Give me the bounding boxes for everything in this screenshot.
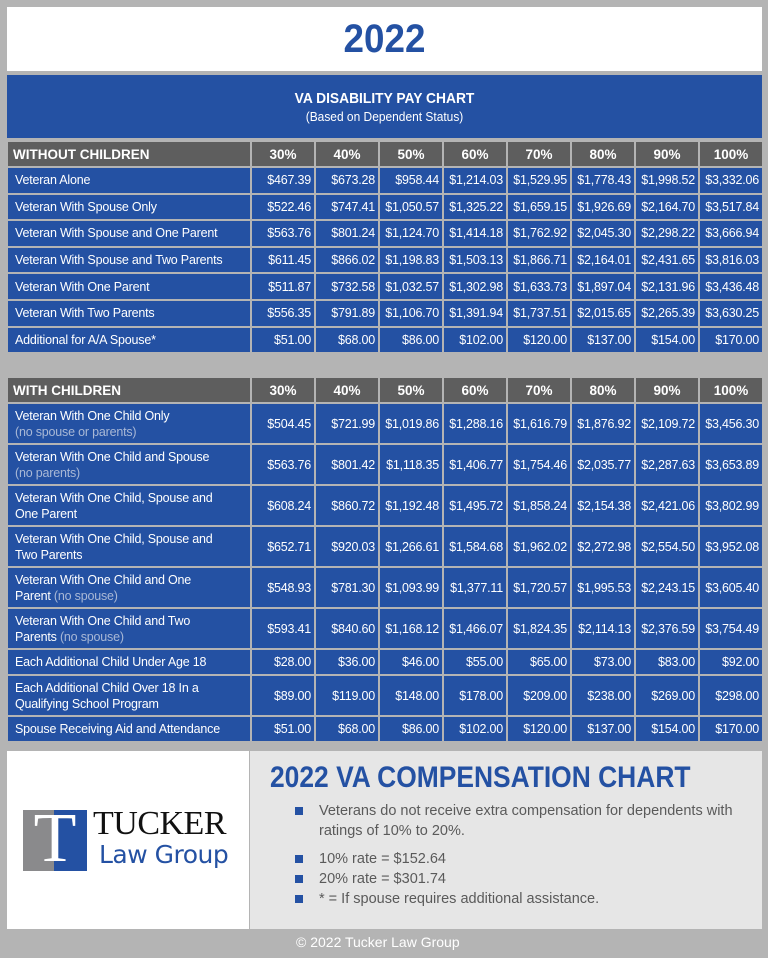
tucker-logo-panel [7, 751, 249, 929]
rate-cell: $1,124.70 [380, 221, 442, 246]
row-note: (no parents) [15, 465, 80, 480]
with-children-table [6, 376, 764, 743]
row-label: Veteran With One Child, Spouse and One Parent [8, 486, 250, 525]
rate-cell: $781.30 [316, 568, 378, 607]
square-bullet-icon [295, 875, 303, 883]
rate-cell: $747.41 [316, 195, 378, 220]
rate-cell: $608.24 [252, 486, 314, 525]
rate-cell: $1,762.92 [508, 221, 570, 246]
rate-cell: $102.00 [444, 717, 506, 741]
rate-cell: $73.00 [572, 650, 634, 674]
rate-cell: $46.00 [380, 650, 442, 674]
rate-cell: $1,093.99 [380, 568, 442, 607]
table-row [8, 301, 762, 326]
section-heading: WITHOUT CHILDREN [8, 142, 250, 166]
rate-cell: $593.41 [252, 609, 314, 648]
column-header: 40% [316, 378, 378, 402]
rate-cell: $65.00 [508, 650, 570, 674]
rate-cell: $2,164.70 [636, 195, 698, 220]
row-label: Veteran With One Child and Two Parents (no spouse) [8, 609, 250, 648]
row-label: Additional for A/A Spouse* [8, 328, 250, 353]
rate-cell: $2,035.77 [572, 445, 634, 484]
chart-title-banner [7, 75, 762, 138]
rate-cell: $721.99 [316, 404, 378, 443]
square-bullet-icon [295, 895, 303, 903]
row-note: (no spouse) [59, 629, 124, 644]
rate-cell: $1,198.83 [380, 248, 442, 273]
table-row [8, 676, 762, 715]
square-bullet-icon [295, 855, 303, 863]
rate-cell: $238.00 [572, 676, 634, 715]
rate-cell: $2,164.01 [572, 248, 634, 273]
rate-cell: $1,214.03 [444, 168, 506, 193]
rate-cell: $92.00 [700, 650, 762, 674]
rate-cell: $2,287.63 [636, 445, 698, 484]
rate-cell: $68.00 [316, 328, 378, 353]
logo-t-mark-icon: T [23, 810, 87, 871]
rate-cell: $1,266.61 [380, 527, 442, 566]
rate-cell: $3,666.94 [700, 221, 762, 246]
rate-cell: $791.89 [316, 301, 378, 326]
rate-cell: $1,406.77 [444, 445, 506, 484]
rate-cell: $556.35 [252, 301, 314, 326]
rate-cell: $86.00 [380, 328, 442, 353]
rate-cell: $1,377.11 [444, 568, 506, 607]
rate-cell: $2,272.98 [572, 527, 634, 566]
rate-cell: $1,866.71 [508, 248, 570, 273]
rate-cell: $1,288.16 [444, 404, 506, 443]
column-header: 90% [636, 378, 698, 402]
table-row [8, 486, 762, 525]
column-header: 60% [444, 378, 506, 402]
rate-cell: $86.00 [380, 717, 442, 741]
rate-cell: $1,926.69 [572, 195, 634, 220]
rate-cell: $2,421.06 [636, 486, 698, 525]
rate-cell: $1,876.92 [572, 404, 634, 443]
rate-cell: $1,118.35 [380, 445, 442, 484]
info-bullet: Veterans do not receive extra compensation for dependents with ratings of 10% to 20%. [295, 801, 755, 841]
rate-cell: $1,897.04 [572, 274, 634, 299]
rate-cell: $2,045.30 [572, 221, 634, 246]
table-row [8, 168, 762, 193]
rate-cell: $1,466.07 [444, 609, 506, 648]
rate-cell: $1,998.52 [636, 168, 698, 193]
row-label: Veteran With One Parent [8, 274, 250, 299]
row-label: Veteran With Spouse and Two Parents [8, 248, 250, 273]
rate-cell: $1,737.51 [508, 301, 570, 326]
rate-cell: $1,995.53 [572, 568, 634, 607]
logo-subname: Law Group [99, 840, 229, 869]
row-label: Veteran With Spouse Only [8, 195, 250, 220]
rate-cell: $269.00 [636, 676, 698, 715]
info-bullet: 10% rate = $152.64 [295, 849, 755, 869]
table-row [8, 609, 762, 648]
rate-cell: $1,633.73 [508, 274, 570, 299]
square-bullet-icon [295, 807, 303, 815]
column-header: 80% [572, 378, 634, 402]
row-label: Spouse Receiving Aid and Attendance [8, 717, 250, 741]
table-row [8, 221, 762, 246]
rate-cell: $3,653.89 [700, 445, 762, 484]
row-label: Veteran With One Child Only (no spouse or parents) [8, 404, 250, 443]
rate-cell: $28.00 [252, 650, 314, 674]
rate-cell: $137.00 [572, 717, 634, 741]
rate-cell: $801.42 [316, 445, 378, 484]
rate-cell: $1,584.68 [444, 527, 506, 566]
logo-name: TUCKER [93, 805, 226, 842]
rate-cell: $3,802.99 [700, 486, 762, 525]
compensation-info-panel [250, 751, 762, 929]
rate-cell: $467.39 [252, 168, 314, 193]
column-header: 80% [572, 142, 634, 166]
table-row [8, 568, 762, 607]
rate-cell: $1,050.57 [380, 195, 442, 220]
column-header: 60% [444, 142, 506, 166]
rate-cell: $55.00 [444, 650, 506, 674]
row-label: Veteran Alone [8, 168, 250, 193]
info-bullet-list [295, 801, 755, 909]
rate-cell: $3,630.25 [700, 301, 762, 326]
rate-cell: $2,114.13 [572, 609, 634, 648]
table-row [8, 195, 762, 220]
column-header: 30% [252, 378, 314, 402]
rate-cell: $120.00 [508, 717, 570, 741]
column-header: 30% [252, 142, 314, 166]
rate-cell: $3,436.48 [700, 274, 762, 299]
rate-cell: $2,243.15 [636, 568, 698, 607]
rate-cell: $120.00 [508, 328, 570, 353]
rate-cell: $652.71 [252, 527, 314, 566]
rate-cell: $3,605.40 [700, 568, 762, 607]
table-row [8, 328, 762, 353]
rate-cell: $1,302.98 [444, 274, 506, 299]
row-label: Veteran With One Child and One Parent (no spouse) [8, 568, 250, 607]
table-header-row [8, 142, 762, 166]
rate-cell: $1,616.79 [508, 404, 570, 443]
rate-cell: $68.00 [316, 717, 378, 741]
rate-cell: $504.45 [252, 404, 314, 443]
rate-cell: $3,952.08 [700, 527, 762, 566]
rate-cell: $3,517.84 [700, 195, 762, 220]
table-row [8, 248, 762, 273]
row-note: (no spouse) [53, 588, 118, 603]
rate-cell: $3,754.49 [700, 609, 762, 648]
column-header: 70% [508, 378, 570, 402]
table-header-row [8, 378, 762, 402]
rate-cell: $2,015.65 [572, 301, 634, 326]
row-label: Veteran With One Child and Spouse (no parents) [8, 445, 250, 484]
chart-title: VA DISABILITY PAY CHART [294, 90, 475, 107]
rate-cell: $840.60 [316, 609, 378, 648]
rate-cell: $3,456.30 [700, 404, 762, 443]
rate-cell: $1,778.43 [572, 168, 634, 193]
rate-cell: $860.72 [316, 486, 378, 525]
rate-cell: $2,154.38 [572, 486, 634, 525]
rate-cell: $137.00 [572, 328, 634, 353]
row-label: Each Additional Child Under Age 18 [8, 650, 250, 674]
rate-cell: $1,391.94 [444, 301, 506, 326]
rate-cell: $1,503.13 [444, 248, 506, 273]
copyright-footer: © 2022 Tucker Law Group [296, 934, 460, 950]
rate-cell: $732.58 [316, 274, 378, 299]
chart-subtitle: (Based on Dependent Status) [305, 109, 464, 124]
rate-cell: $1,032.57 [380, 274, 442, 299]
rate-cell: $1,962.02 [508, 527, 570, 566]
rate-cell: $563.76 [252, 445, 314, 484]
rate-cell: $1,106.70 [380, 301, 442, 326]
rate-cell: $2,298.22 [636, 221, 698, 246]
row-note: (no spouse or parents) [15, 424, 137, 439]
rate-cell: $51.00 [252, 328, 314, 353]
rate-cell: $2,131.96 [636, 274, 698, 299]
rate-cell: $209.00 [508, 676, 570, 715]
rate-cell: $148.00 [380, 676, 442, 715]
year-banner [7, 7, 762, 71]
rate-cell: $170.00 [700, 717, 762, 741]
rate-cell: $36.00 [316, 650, 378, 674]
info-bullet: 20% rate = $301.74 [295, 869, 755, 889]
rate-cell: $298.00 [700, 676, 762, 715]
rate-cell: $1,858.24 [508, 486, 570, 525]
column-header: 70% [508, 142, 570, 166]
rate-cell: $170.00 [700, 328, 762, 353]
column-header: 90% [636, 142, 698, 166]
rate-cell: $89.00 [252, 676, 314, 715]
table-row [8, 717, 762, 741]
rate-cell: $1,720.57 [508, 568, 570, 607]
rate-cell: $801.24 [316, 221, 378, 246]
info-bullet: * = If spouse requires additional assistance. [295, 889, 755, 909]
without-children-table [6, 140, 764, 354]
rate-cell: $1,168.12 [380, 609, 442, 648]
rate-cell: $119.00 [316, 676, 378, 715]
rate-cell: $563.76 [252, 221, 314, 246]
row-label: Each Additional Child Over 18 In a Qualifying School Program [8, 676, 250, 715]
rate-cell: $1,192.48 [380, 486, 442, 525]
year-heading: 2022 [343, 16, 426, 61]
rate-cell: $102.00 [444, 328, 506, 353]
rate-cell: $1,495.72 [444, 486, 506, 525]
rate-cell: $1,659.15 [508, 195, 570, 220]
column-header: 50% [380, 378, 442, 402]
rate-cell: $611.45 [252, 248, 314, 273]
rate-cell: $522.46 [252, 195, 314, 220]
rate-cell: $2,109.72 [636, 404, 698, 443]
rate-cell: $866.02 [316, 248, 378, 273]
rate-cell: $2,265.39 [636, 301, 698, 326]
row-label: Veteran With Two Parents [8, 301, 250, 326]
rate-cell: $154.00 [636, 717, 698, 741]
rate-cell: $2,554.50 [636, 527, 698, 566]
section-heading: WITH CHILDREN [8, 378, 250, 402]
rate-cell: $1,754.46 [508, 445, 570, 484]
column-header: 50% [380, 142, 442, 166]
rate-cell: $2,376.59 [636, 609, 698, 648]
rate-cell: $51.00 [252, 717, 314, 741]
table-row [8, 527, 762, 566]
rate-cell: $958.44 [380, 168, 442, 193]
table-row [8, 445, 762, 484]
info-title: 2022 VA COMPENSATION CHART [270, 761, 691, 794]
rate-cell: $83.00 [636, 650, 698, 674]
table-row [8, 404, 762, 443]
rate-cell: $178.00 [444, 676, 506, 715]
row-label: Veteran With Spouse and One Parent [8, 221, 250, 246]
rate-cell: $154.00 [636, 328, 698, 353]
rate-cell: $1,019.86 [380, 404, 442, 443]
rate-cell: $1,414.18 [444, 221, 506, 246]
rate-cell: $1,325.22 [444, 195, 506, 220]
rate-cell: $1,529.95 [508, 168, 570, 193]
rate-cell: $673.28 [316, 168, 378, 193]
rate-cell: $920.03 [316, 527, 378, 566]
rate-cell: $511.87 [252, 274, 314, 299]
table-row [8, 274, 762, 299]
column-header: 100% [700, 142, 762, 166]
rate-cell: $1,824.35 [508, 609, 570, 648]
row-label: Veteran With One Child, Spouse and Two Parents [8, 527, 250, 566]
rate-cell: $2,431.65 [636, 248, 698, 273]
column-header: 100% [700, 378, 762, 402]
table-row [8, 650, 762, 674]
column-header: 40% [316, 142, 378, 166]
rate-cell: $3,332.06 [700, 168, 762, 193]
rate-cell: $3,816.03 [700, 248, 762, 273]
rate-cell: $548.93 [252, 568, 314, 607]
